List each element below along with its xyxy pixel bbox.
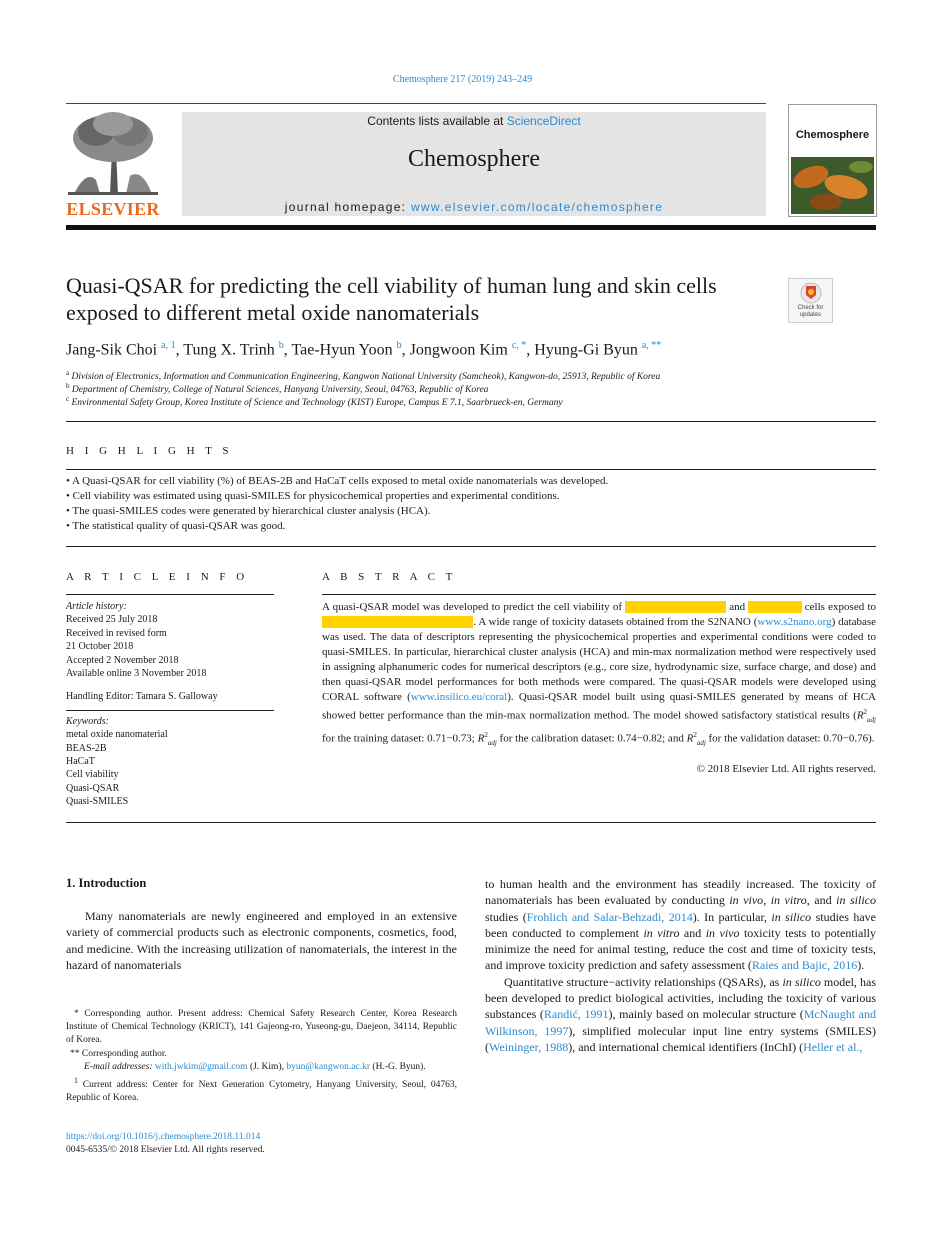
s2nano-link[interactable]: www.s2nano.org bbox=[757, 616, 832, 628]
check-for-updates-badge[interactable] bbox=[788, 278, 833, 323]
journal-cover-thumbnail[interactable] bbox=[788, 104, 877, 217]
footnote-corresponding-2: ** Corresponding author. bbox=[70, 1048, 167, 1059]
highlight-item: • Cell viability was estimated using quasi-SMILES for physicochemical properties and experimental conditions. bbox=[66, 490, 560, 502]
highlight-item: • A Quasi-QSAR for cell viability (%) of BEAS-2B and HaCaT cells exposed to metal oxide nanomaterials was developed. bbox=[66, 475, 609, 487]
reference-link[interactable]: Raies and Bajic, 2016 bbox=[751, 958, 858, 973]
history-line: Accepted 2 November 2018 bbox=[66, 654, 179, 666]
keyword: Quasi-QSAR bbox=[66, 782, 120, 794]
header-top-rule bbox=[66, 103, 766, 104]
issn-line: 0045-6535/© 2018 Elsevier Ltd. All rights reserved. bbox=[66, 1145, 265, 1155]
affiliation-b: $^b$ Department of Chemistry, College of Natural Sciences, Hanyang University, Seoul, 04763, Republic of Korea bbox=[66, 382, 489, 396]
article-info-heading: A R T I C L E I N F O bbox=[66, 571, 249, 583]
author-marks[interactable]: c, * bbox=[511, 340, 527, 351]
intro-paragraph-left: Many nanomaterials are newly engineered and employed in an extensive variety of commercial products such as electronic components, cosmetics, food, and medicine. With the increasing utilization of nanomaterials, the interest in the hazard of nanomaterials bbox=[66, 909, 457, 972]
reference-link[interactable]: Frohlich and Salar-Behzadi, 2014 bbox=[526, 909, 693, 924]
homepage-line bbox=[182, 200, 766, 214]
author-name: Tae-Hyun Yoon bbox=[291, 341, 393, 359]
journal-name: Chemosphere bbox=[408, 146, 540, 172]
article-info-panel bbox=[66, 600, 274, 809]
divider bbox=[322, 594, 876, 595]
divider bbox=[66, 710, 274, 711]
author-name: Jang-Sik Choi bbox=[66, 341, 158, 359]
reference-link[interactable]: McNaught and Wilkinson, 1997 bbox=[485, 1007, 876, 1038]
affiliation-a: $^a$ Division of Electronics, Information and Communication Engineering, Kangwon National University (Samcheok), Kangwon-do, 25913, Republic of Korea bbox=[66, 369, 661, 383]
homepage-link[interactable]: www.elsevier.com/locate/chemosphere bbox=[410, 200, 664, 214]
keywords-label: Keywords: bbox=[66, 715, 109, 727]
article-title: Quasi-QSAR for predicting the cell viability of human lung and skin cells exposed to different metal oxide nanomaterials bbox=[66, 273, 717, 325]
cover-title: Chemosphere bbox=[795, 129, 870, 141]
keyword: Cell viability bbox=[66, 769, 119, 781]
keyword: HaCaT bbox=[66, 756, 95, 768]
journal-citation[interactable]: Chemosphere 217 (2019) 243–249 bbox=[392, 74, 533, 85]
footnotes bbox=[66, 1008, 457, 1106]
abstract-copyright: © 2018 Elsevier Ltd. All rights reserved. bbox=[696, 763, 876, 775]
divider bbox=[66, 594, 274, 595]
divider bbox=[66, 421, 876, 422]
keyword: Quasi-SMILES bbox=[66, 796, 129, 808]
history-line: Received in revised form bbox=[66, 627, 167, 639]
author-name: Jongwoon Kim bbox=[409, 341, 508, 359]
redaction-highlight: metal oxide nanomaterials in vitro bbox=[322, 616, 474, 628]
history-line: 21 October 2018 bbox=[66, 641, 134, 653]
author-name: Tung X. Trinh bbox=[183, 341, 275, 359]
crossmark-icon bbox=[800, 282, 822, 304]
intro-paragraph-right: to human health and the environment has steadily increased. The toxicity of nanomaterials has been evaluated by conducting in vivo, in vitro, and in silico studies (Frohlich and Salar-Behzadi, 2014). In particular, in silico studies have been conducted to complement in vitro and in vivo toxicity tests to potentially minimize the need for animal testing, reduce the cost and time of toxicity tests, and improve toxicity prediction and safety assessment (Raies and Bajic, 2016). Quantitative structure−activity relationships (QSARs), as in silico model, has been developed to predict biological activities, including the toxicity of various substances (Randić, 1991), mainly based on molecular structure (McNaught and Wilkinson, 1997), simplified molecular input line entry systems (SMILES) (Weininger, 1988), and international chemical identifiers (InChI) (Heller et al., bbox=[485, 877, 877, 1054]
reference-link[interactable]: Heller et al., bbox=[803, 1039, 863, 1054]
keyword: BEAS-2B bbox=[66, 742, 107, 754]
affiliation-c: $^c$ Environmental Safety Group, Korea Institute of Science and Technology (KIST) Europe, Campus E 7.1, Saarbrueck-en, Germany bbox=[66, 395, 563, 409]
author-marks[interactable]: a, ** bbox=[641, 340, 662, 351]
author-list: Jang-Sik Choi $^{a, 1}$, Tung X. Trinh $^b$, Tae-Hyun Yoon $^b$, Jongwoon Kim $^{c, *}$, Hyung-Gi Byun $^{a, **}$ bbox=[66, 340, 662, 359]
crossmark-label: Check for updates bbox=[797, 305, 824, 318]
coral-link[interactable]: www.insilico.eu/coral bbox=[410, 691, 508, 703]
keyword: metal oxide nanomaterial bbox=[66, 729, 168, 741]
cover-leaves-image bbox=[791, 157, 874, 214]
intro-paragraph-qsar: Quantitative structure−activity relationships (QSARs), as in silico model, has been developed to predict biological activities, including the toxicity of various substances (Randić, 1991), mainly based on molecular structure (McNaught and Wilkinson, 1997), simplified molecular input line entry systems (SMILES) (Weininger, 1988), and international chemical identifiers (InChI) (Heller et al., bbox=[485, 974, 877, 1054]
homepage-prefix: journal homepage: bbox=[284, 200, 411, 214]
abstract-heading: A B S T R A C T bbox=[322, 571, 457, 583]
highlights-heading: H I G H L I G H T S bbox=[66, 445, 233, 457]
sciencedirect-link[interactable]: ScienceDirect bbox=[506, 114, 581, 128]
section-heading-introduction: 1. Introduction bbox=[66, 876, 147, 890]
doi-link[interactable]: https://doi.org/10.1016/j.chemosphere.2018.11.014 bbox=[66, 1132, 261, 1142]
footnote-corresponding-1: * Corresponding author. Present address: Chemical Safety Research Center, Korea Research Institute of Chemical Technology (KRICT), 141 Gajeong-ro, Yuseong-gu, Daejeon, 34114, Republic of Korea. bbox=[66, 1009, 457, 1046]
email-link[interactable]: with.jwkim@gmail.com bbox=[154, 1061, 248, 1072]
publisher-wordmark: ELSEVIER bbox=[66, 199, 160, 219]
highlight-item: • The quasi-SMILES codes were generated by hierarchical cluster analysis (HCA). bbox=[66, 505, 431, 517]
author-marks[interactable]: b bbox=[396, 340, 402, 351]
divider bbox=[66, 822, 876, 823]
divider bbox=[66, 469, 876, 470]
author-marks[interactable]: b bbox=[278, 340, 284, 351]
author-name: Hyung-Gi Byun bbox=[534, 341, 638, 359]
redaction-highlight: skin HaCaT bbox=[748, 601, 802, 613]
history-line: Available online 3 November 2018 bbox=[66, 668, 207, 680]
handling-editor: Handling Editor: Tamara S. Galloway bbox=[66, 691, 218, 703]
redaction-highlight: human lung BEAS-2B bbox=[625, 601, 726, 613]
history-label: Article history: bbox=[66, 601, 127, 612]
reference-link[interactable]: Randić, 1991 bbox=[543, 1007, 609, 1022]
reference-link[interactable]: Weininger, 1988 bbox=[489, 1039, 569, 1054]
author-marks[interactable]: a, 1 bbox=[161, 340, 176, 351]
header-bottom-rule bbox=[66, 225, 876, 230]
contents-line bbox=[182, 114, 766, 128]
history-line: Received 25 July 2018 bbox=[66, 614, 158, 626]
footnote-emails: E-mail addresses: with.jwkim@gmail.com (J. Kim), byun@kangwon.ac.kr (H.-G. Byun). bbox=[84, 1061, 426, 1072]
highlight-item: • The statistical quality of quasi-QSAR was good. bbox=[66, 520, 286, 532]
email-link[interactable]: byun@kangwon.ac.kr bbox=[286, 1061, 371, 1072]
divider bbox=[66, 546, 876, 547]
abstract-body: A quasi-QSAR model was developed to predict the cell viability of human lung BEAS-2B and skin HaCaT cells exposed to metal oxide nanomaterials in vitro. A wide range of toxicity datasets obtained from the S2NANO (www.s2nano.org) database was used. The data of descriptors representing the physicochemical properties and experimental conditions were coded to quasi-SMILES. In particular, hierarchical cluster analysis (HCA) and min-max normalization method were respectively used in assigning alphanumeric codes for numerical descriptors (e.g., core size, hydrodynamic size, surface charge, and dose) and then quasi-QSAR model performances for both methods were compared. The quasi-QSAR models were developed using CORAL software (www.insilico.eu/coral). Quasi-QSAR model built using quasi-SMILES generated by means of HCA showed better performance than the min-max normalization method. The model showed satisfactory statistical results ($R^2_{adj}$ for the training dataset: 0.71−0.73; $R^2_{adj}$ for the calibration dataset: 0.74−0.82; and $R^2_{adj}$ for the validation dataset: 0.70−0.76). bbox=[322, 601, 877, 747]
footnote-current-address: $^1$ Current address: Center for Next Generation Cytometry, Hanyang University, Seoul, 04763, Republic of Korea. bbox=[66, 1076, 458, 1104]
contents-prefix: Contents lists available at bbox=[367, 114, 507, 128]
